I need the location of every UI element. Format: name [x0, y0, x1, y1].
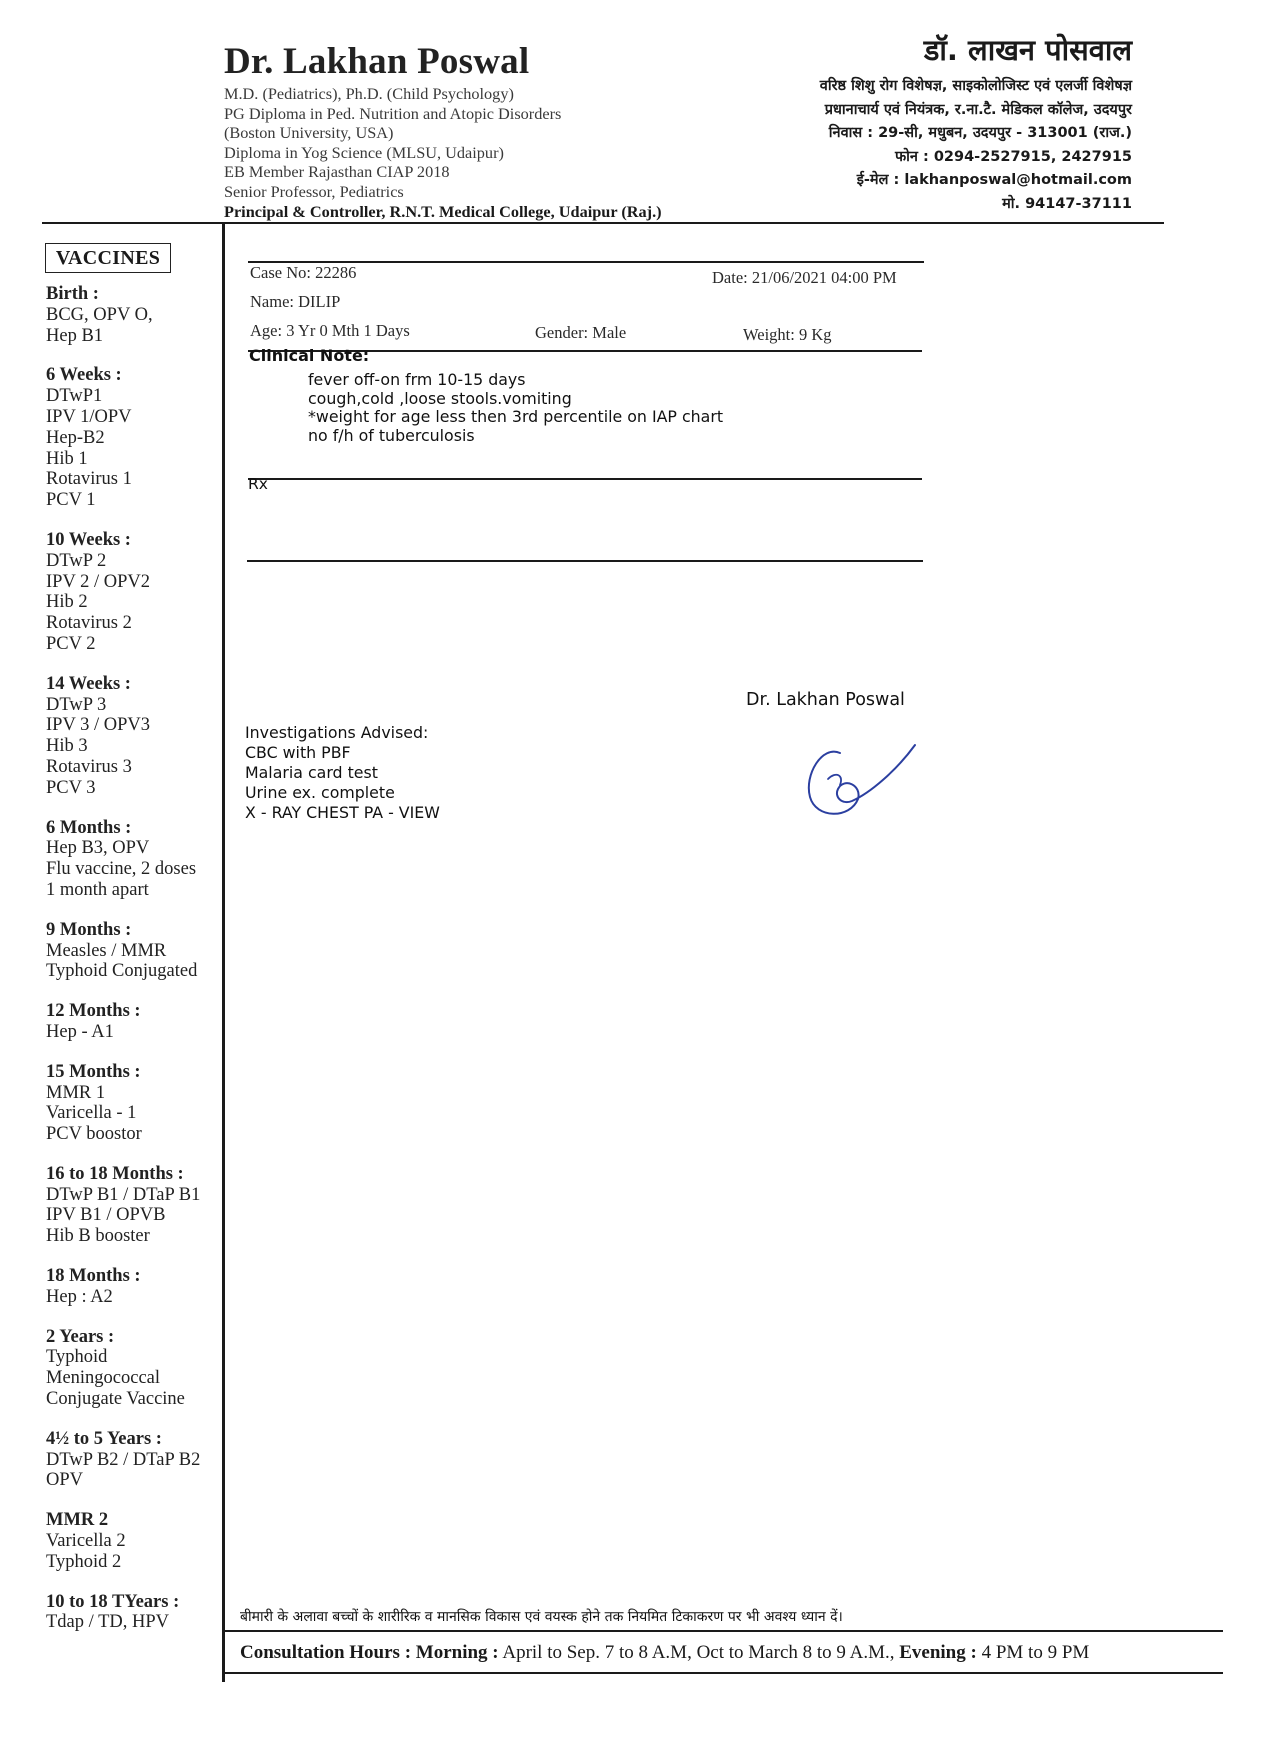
vaccine-item: DTwP 3: [46, 694, 107, 715]
vaccine-group-heading: 15 Months :: [46, 1061, 141, 1082]
investigation-item: CBC with PBF: [245, 743, 351, 762]
qualification-line: M.D. (Pediatrics), Ph.D. (Child Psychology): [224, 84, 514, 103]
footer-bottom-rule: [225, 1672, 1223, 1674]
vaccine-item: Typhoid Conjugated: [46, 961, 198, 982]
evening-label: Evening :: [899, 1642, 977, 1663]
vaccine-item: IPV B1 / OPVB: [46, 1205, 166, 1226]
clinical-note-line: no f/h of tuberculosis: [308, 425, 475, 445]
patient-name: Name: DILIP: [250, 292, 341, 311]
vaccine-item: Hib 3: [46, 736, 88, 757]
vaccine-item: DTwP B2 / DTaP B2: [46, 1449, 201, 1470]
vaccine-group-heading: 10 to 18 TYears :: [46, 1591, 180, 1612]
vaccine-item: Typhoid: [46, 1347, 108, 1368]
vaccine-item: Varicella 2: [46, 1531, 126, 1552]
rx-bottom-rule: [247, 560, 923, 562]
vaccine-group: [46, 920, 200, 982]
vaccine-item: Hep B3, OPV: [46, 838, 150, 859]
vaccine-group: [46, 1062, 200, 1145]
vaccine-item: 1 month apart: [46, 879, 149, 900]
visit-date: Date: 21/06/2021 04:00 PM: [712, 268, 897, 287]
vaccine-item: OPV: [46, 1470, 84, 1491]
vaccine-group-heading: 14 Weeks :: [46, 673, 131, 694]
vaccine-group: [46, 1164, 200, 1247]
vaccine-group-heading: 9 Months :: [46, 919, 132, 940]
signature-name: Dr. Lakhan Poswal: [746, 690, 905, 710]
qualification-line: (Boston University, USA): [224, 123, 394, 143]
qualifications: [224, 84, 662, 221]
clinical-notes: [308, 371, 723, 445]
vaccine-group: [46, 1510, 200, 1572]
consultation-label: Consultation Hours :: [240, 1642, 412, 1663]
qualification-line: EB Member Rajasthan CIAP 2018: [224, 162, 450, 182]
vaccine-item: DTwP B1 / DTaP B1: [46, 1184, 201, 1205]
header-divider: [42, 222, 1164, 224]
vaccine-group: [46, 1592, 200, 1634]
hindi-advice-note: बीमारी के अलावा बच्चों के शारीरिक व मानसिक विकास एवं वयस्क होने तक नियमित टिकाकरण पर भी अवश्य ध्यान दें।: [240, 1609, 843, 1625]
vaccine-item: PCV 3: [46, 777, 96, 798]
vaccine-item: PCV 2: [46, 633, 96, 654]
hindi-line: प्रधानाचार्य एवं नियंत्रक, र.ना.टै. मेडिकल कॉलेज, उदयपुर: [824, 101, 1132, 118]
vaccine-item: Flu vaccine, 2 doses: [46, 859, 197, 880]
clinical-note-heading: Clinical Note:: [249, 346, 370, 365]
vaccine-item: Conjugate Vaccine: [46, 1389, 185, 1410]
vaccine-item: Typhoid 2: [46, 1551, 122, 1572]
vaccine-group: [46, 365, 200, 511]
clinical-bottom-rule: [248, 478, 922, 480]
vaccine-item: MMR 1: [46, 1082, 106, 1103]
doctor-name: Dr. Lakhan Poswal: [224, 41, 530, 82]
vaccine-group-heading: 10 Weeks :: [46, 529, 131, 550]
vaccine-item: Hep B1: [46, 325, 104, 346]
patient-age: Age: 3 Yr 0 Mth 1 Days: [250, 321, 410, 340]
qualification-line: Diploma in Yog Science (MLSU, Udaipur): [224, 142, 504, 162]
vaccine-group: [46, 674, 200, 799]
hindi-address: निवास : 29-सी, मधुबन, उदयपुर - 313001 (राज.): [828, 125, 1132, 141]
vaccine-item: DTwP 2: [46, 550, 107, 571]
vaccine-item: Rotavirus 3: [46, 756, 132, 777]
vaccine-item: Tdap / TD, HPV: [46, 1612, 169, 1633]
evening-hours: 4 PM to 9 PM: [981, 1642, 1090, 1663]
vaccine-group: [46, 1001, 200, 1043]
vaccine-item: IPV 3 / OPV3: [46, 715, 150, 736]
hindi-phone: फोन : 0294-2527915, 2427915: [894, 148, 1132, 165]
vaccine-schedule: [46, 284, 200, 1652]
clinical-note-line: cough,cold ,loose stools.vomiting: [308, 388, 572, 408]
hindi-email: ई-मेल : lakhanposwal@hotmail.com: [856, 172, 1132, 188]
vaccine-group: [46, 284, 200, 346]
morning-label: Morning :: [415, 1642, 499, 1663]
clinical-note-line: *weight for age less then 3rd percentile on IAP chart: [308, 407, 724, 427]
vaccine-item: IPV 1/OPV: [46, 406, 132, 427]
vaccine-item: IPV 2 / OPV2: [46, 571, 150, 592]
vaccine-group-heading: 16 to 18 Months :: [46, 1163, 184, 1184]
vaccine-item: BCG, OPV O,: [46, 304, 153, 325]
vaccine-item: Rotavirus 1: [46, 469, 132, 490]
signature-mark: [800, 735, 920, 825]
clinical-note-line: fever off-on frm 10-15 days: [308, 370, 526, 389]
vaccine-group-heading: 6 Months :: [46, 817, 132, 838]
vaccine-group: [46, 818, 200, 901]
vaccine-group-heading: MMR 2: [46, 1510, 109, 1531]
qualification-line: Senior Professor, Pediatrics: [224, 181, 404, 201]
investigation-item: Malaria card test: [245, 763, 378, 782]
vaccines-title: VACCINES: [45, 243, 171, 273]
vaccine-item: Hib 2: [46, 592, 88, 613]
patient-gender: Gender: Male: [535, 323, 627, 342]
morning-hours: April to Sep. 7 to 8 A.M, Oct to March 8 to 9 A.M.,: [502, 1642, 895, 1663]
vaccine-item: Hep-B2: [46, 427, 105, 448]
investigations-heading: Investigations Advised:: [245, 723, 429, 742]
patient-weight: Weight: 9 Kg: [743, 325, 832, 344]
vaccine-item: PCV 1: [46, 490, 96, 511]
vaccine-item: Hib B booster: [46, 1226, 150, 1247]
hindi-line: वरिष्ठ शिशु रोग विशेषज्ञ, साइकोलोजिस्ट एवं एलर्जी विशेषज्ञ: [819, 78, 1132, 94]
vaccine-group-heading: 6 Weeks :: [46, 365, 122, 386]
qualification-line-principal: Principal & Controller, R.N.T. Medical College, Udaipur (Raj.): [224, 201, 662, 221]
vaccine-item: PCV boostor: [46, 1124, 142, 1145]
vaccine-group: [46, 1327, 200, 1410]
vaccine-item: Hep : A2: [46, 1286, 113, 1307]
vaccine-item: Hep - A1: [46, 1021, 114, 1042]
vaccine-item: Measles / MMR: [46, 940, 167, 961]
vaccine-group-heading: 4½ to 5 Years :: [46, 1428, 162, 1449]
vaccine-group: [46, 530, 200, 655]
vaccine-item: Hib 1: [46, 448, 88, 469]
vaccine-group-heading: Birth :: [46, 284, 99, 304]
vaccine-item: Varicella - 1: [46, 1103, 137, 1124]
case-number: Case No: 22286: [250, 263, 357, 282]
consultation-hours: [240, 1642, 1089, 1664]
rx-label: Rx: [248, 475, 268, 493]
investigation-item: X - RAY CHEST PA - VIEW: [245, 803, 440, 822]
hindi-header: [820, 30, 1132, 216]
investigation-item: Urine ex. complete: [245, 783, 395, 802]
hindi-mobile: मो. 94147-37111: [1002, 195, 1132, 212]
vaccine-item: DTwP1: [46, 386, 103, 407]
vaccine-group: [46, 1266, 200, 1308]
vaccine-group-heading: 2 Years :: [46, 1326, 115, 1347]
footer-top-rule: [225, 1630, 1223, 1632]
vaccine-item: Meningococcal: [46, 1368, 161, 1389]
vaccine-group-heading: 12 Months :: [46, 1001, 141, 1022]
vaccine-group-heading: 18 Months :: [46, 1266, 141, 1287]
sidebar-divider: [222, 224, 225, 1682]
doctor-name-hindi: डॉ. लाखन पोसवाल: [923, 33, 1132, 67]
vaccine-group: [46, 1429, 200, 1491]
vaccine-item: Rotavirus 2: [46, 613, 132, 634]
qualification-line: PG Diploma in Ped. Nutrition and Atopic Disorders: [224, 103, 562, 123]
investigations: [245, 723, 440, 823]
